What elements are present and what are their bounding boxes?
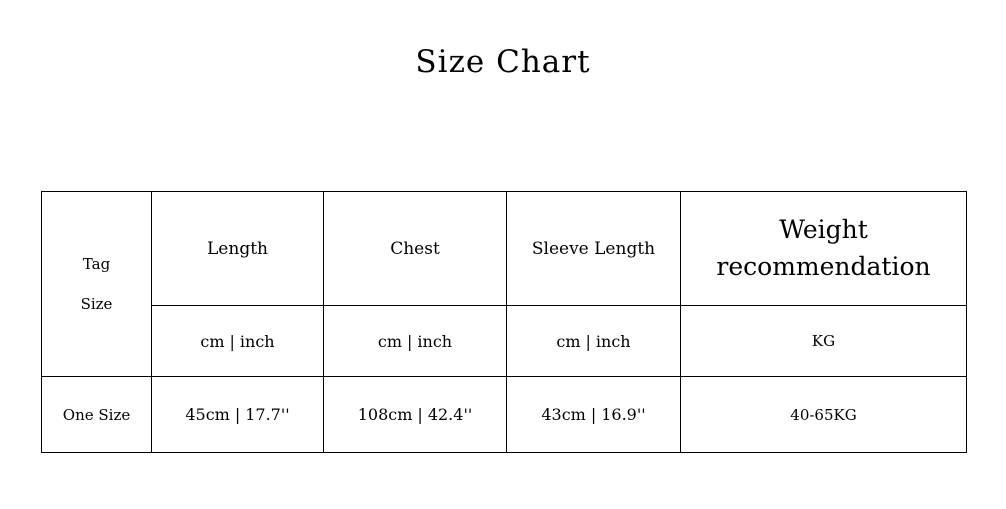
row-weight: 40-65KG <box>681 377 967 453</box>
table-row <box>42 377 967 453</box>
row-length-inch: 17.7'' <box>245 405 290 424</box>
row-sleeve-separator: | <box>590 405 597 424</box>
row-sleeve-inch: 16.9'' <box>601 405 646 424</box>
row-chest <box>324 377 507 453</box>
weight-header-line-1: Weight <box>779 215 868 245</box>
unit-sleeve <box>507 306 681 377</box>
header-chest: Chest <box>324 192 507 306</box>
row-length-separator: | <box>234 405 241 424</box>
row-chest-cm: 108cm <box>357 405 413 424</box>
unit-weight-kg: KG <box>681 306 967 377</box>
unit-chest-inch: inch <box>417 331 453 351</box>
header-sleeve-length: Sleeve Length <box>507 192 681 306</box>
row-sleeve <box>507 377 681 453</box>
unit-length-separator: | <box>229 331 235 351</box>
row-sleeve-cm: 43cm <box>541 405 586 424</box>
size-chart-table <box>41 191 967 453</box>
table-unit-row <box>42 306 967 377</box>
header-weight-recommendation <box>681 192 967 306</box>
row-tag-size: One Size <box>42 377 152 453</box>
header-length: Length <box>152 192 324 306</box>
row-chest-separator: | <box>417 405 423 424</box>
row-length <box>152 377 324 453</box>
unit-length-cm: cm <box>200 331 225 351</box>
unit-chest-cm: cm <box>377 331 403 351</box>
unit-sleeve-inch: inch <box>595 331 631 351</box>
unit-sleeve-cm: cm <box>556 331 581 351</box>
page-title: Size Chart <box>415 44 591 80</box>
row-chest-inch: 42.4'' <box>427 405 473 424</box>
unit-chest-separator: | <box>407 331 413 351</box>
weight-header-line-2: recommendation <box>716 251 931 281</box>
unit-sleeve-separator: | <box>585 331 591 351</box>
unit-chest <box>324 306 507 377</box>
unit-length-inch: inch <box>239 331 275 351</box>
header-tag-size <box>42 192 152 377</box>
tag-size-line-2: Size <box>80 295 113 313</box>
unit-length <box>152 306 324 377</box>
row-length-cm: 45cm <box>185 405 230 424</box>
table-header-row <box>42 192 967 306</box>
tag-size-line-1: Tag <box>82 254 111 273</box>
